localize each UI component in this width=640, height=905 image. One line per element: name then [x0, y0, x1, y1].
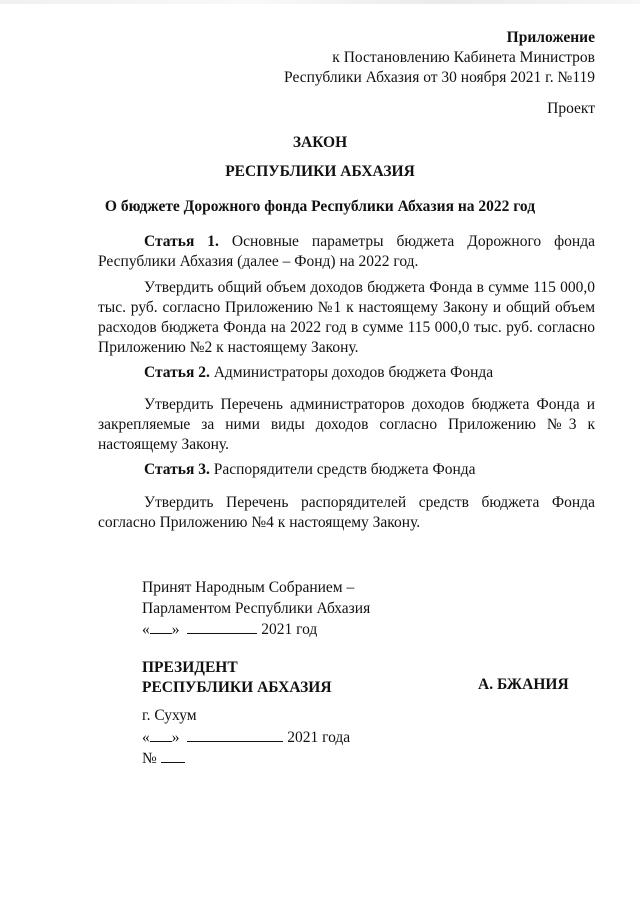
- law-title: ЗАКОН: [292, 134, 348, 151]
- signer-name: А. БЖАНИЯ: [478, 676, 569, 693]
- place-block: [142, 706, 442, 770]
- article-3-title: Распорядители средств бюджета Фонда: [209, 461, 476, 478]
- place-day-blank: [150, 727, 172, 742]
- place-date-close: »: [171, 728, 180, 746]
- article-3-label: Статья 3.: [144, 461, 210, 478]
- president-line-1: ПРЕЗИДЕНТ: [142, 659, 238, 676]
- adoption-date: [142, 619, 442, 641]
- scan-edge: [0, 0, 640, 4]
- place-date: [142, 727, 442, 749]
- place-year: 2021 года: [287, 728, 351, 746]
- president-line-2: РЕСПУБЛИКИ АБХАЗИЯ: [142, 679, 332, 696]
- article-2-title: Администраторы доходов бюджета Фонда: [209, 364, 494, 381]
- article-2-label: Статья 2.: [144, 364, 210, 381]
- number-blank: [161, 748, 185, 763]
- adoption-date-close: »: [171, 621, 180, 638]
- place-number: [142, 748, 442, 770]
- month-blank: [187, 619, 257, 634]
- president-block: [142, 658, 442, 698]
- adoption-block: [142, 578, 442, 641]
- place-month-blank: [187, 727, 283, 742]
- adoption-line-2: Парламентом Республики Абхазия: [142, 599, 371, 617]
- place-city: г. Сухум: [142, 707, 197, 724]
- adoption-year: 2021 год: [261, 621, 318, 638]
- article-1-label: Статья 1.: [144, 233, 219, 250]
- article-2-heading: [98, 363, 595, 383]
- appendix-title: Приложение: [506, 29, 595, 46]
- draft-label: Проект: [547, 100, 595, 117]
- law-republic: РЕСПУБЛИКИ АБХАЗИЯ: [225, 163, 415, 180]
- appendix-block: [250, 28, 595, 88]
- article-3-text: Утвердить Перечень распорядителей средств бюджета Фонда согласно Приложению №4 к настоящему Закону.: [98, 494, 595, 531]
- article-3-heading: [98, 460, 595, 480]
- article-2-text: Утвердить Перечень администраторов доходов бюджета Фонда и закрепляемые за ними виды доходов согласно Приложению №3 к настоящему Закону.: [98, 396, 595, 453]
- law-subject: О бюджете Дорожного фонда Республики Абхазия на 2022 год: [104, 198, 536, 215]
- place-date-open: «: [142, 728, 150, 746]
- appendix-line-2: Республики Абхазия от 30 ноября 2021 г. №119: [284, 69, 595, 86]
- adoption-date-open: «: [142, 621, 150, 638]
- article-1-heading: [98, 232, 595, 272]
- article-1-text: Утвердить общий объем доходов бюджета Фонда в сумме 115 000,0 тыс. руб. согласно Приложению №1 к настоящему Закону и общий объем расходов бюджета Фонда на 2022 год в сумме 115 000,0 тыс. руб. согласно Приложению №2 к настоящему Закону.: [98, 279, 595, 356]
- appendix-line-1: к Постановлению Кабинета Министров: [332, 49, 595, 66]
- number-label: №: [142, 750, 157, 767]
- article-1-title: Основные параметры бюджета Дорожного фонда Республики Абхазия (далее – Фонд) на 2022 год.: [98, 233, 595, 270]
- day-blank: [150, 619, 172, 634]
- adoption-line-1: Принят Народным Собранием –: [142, 579, 355, 596]
